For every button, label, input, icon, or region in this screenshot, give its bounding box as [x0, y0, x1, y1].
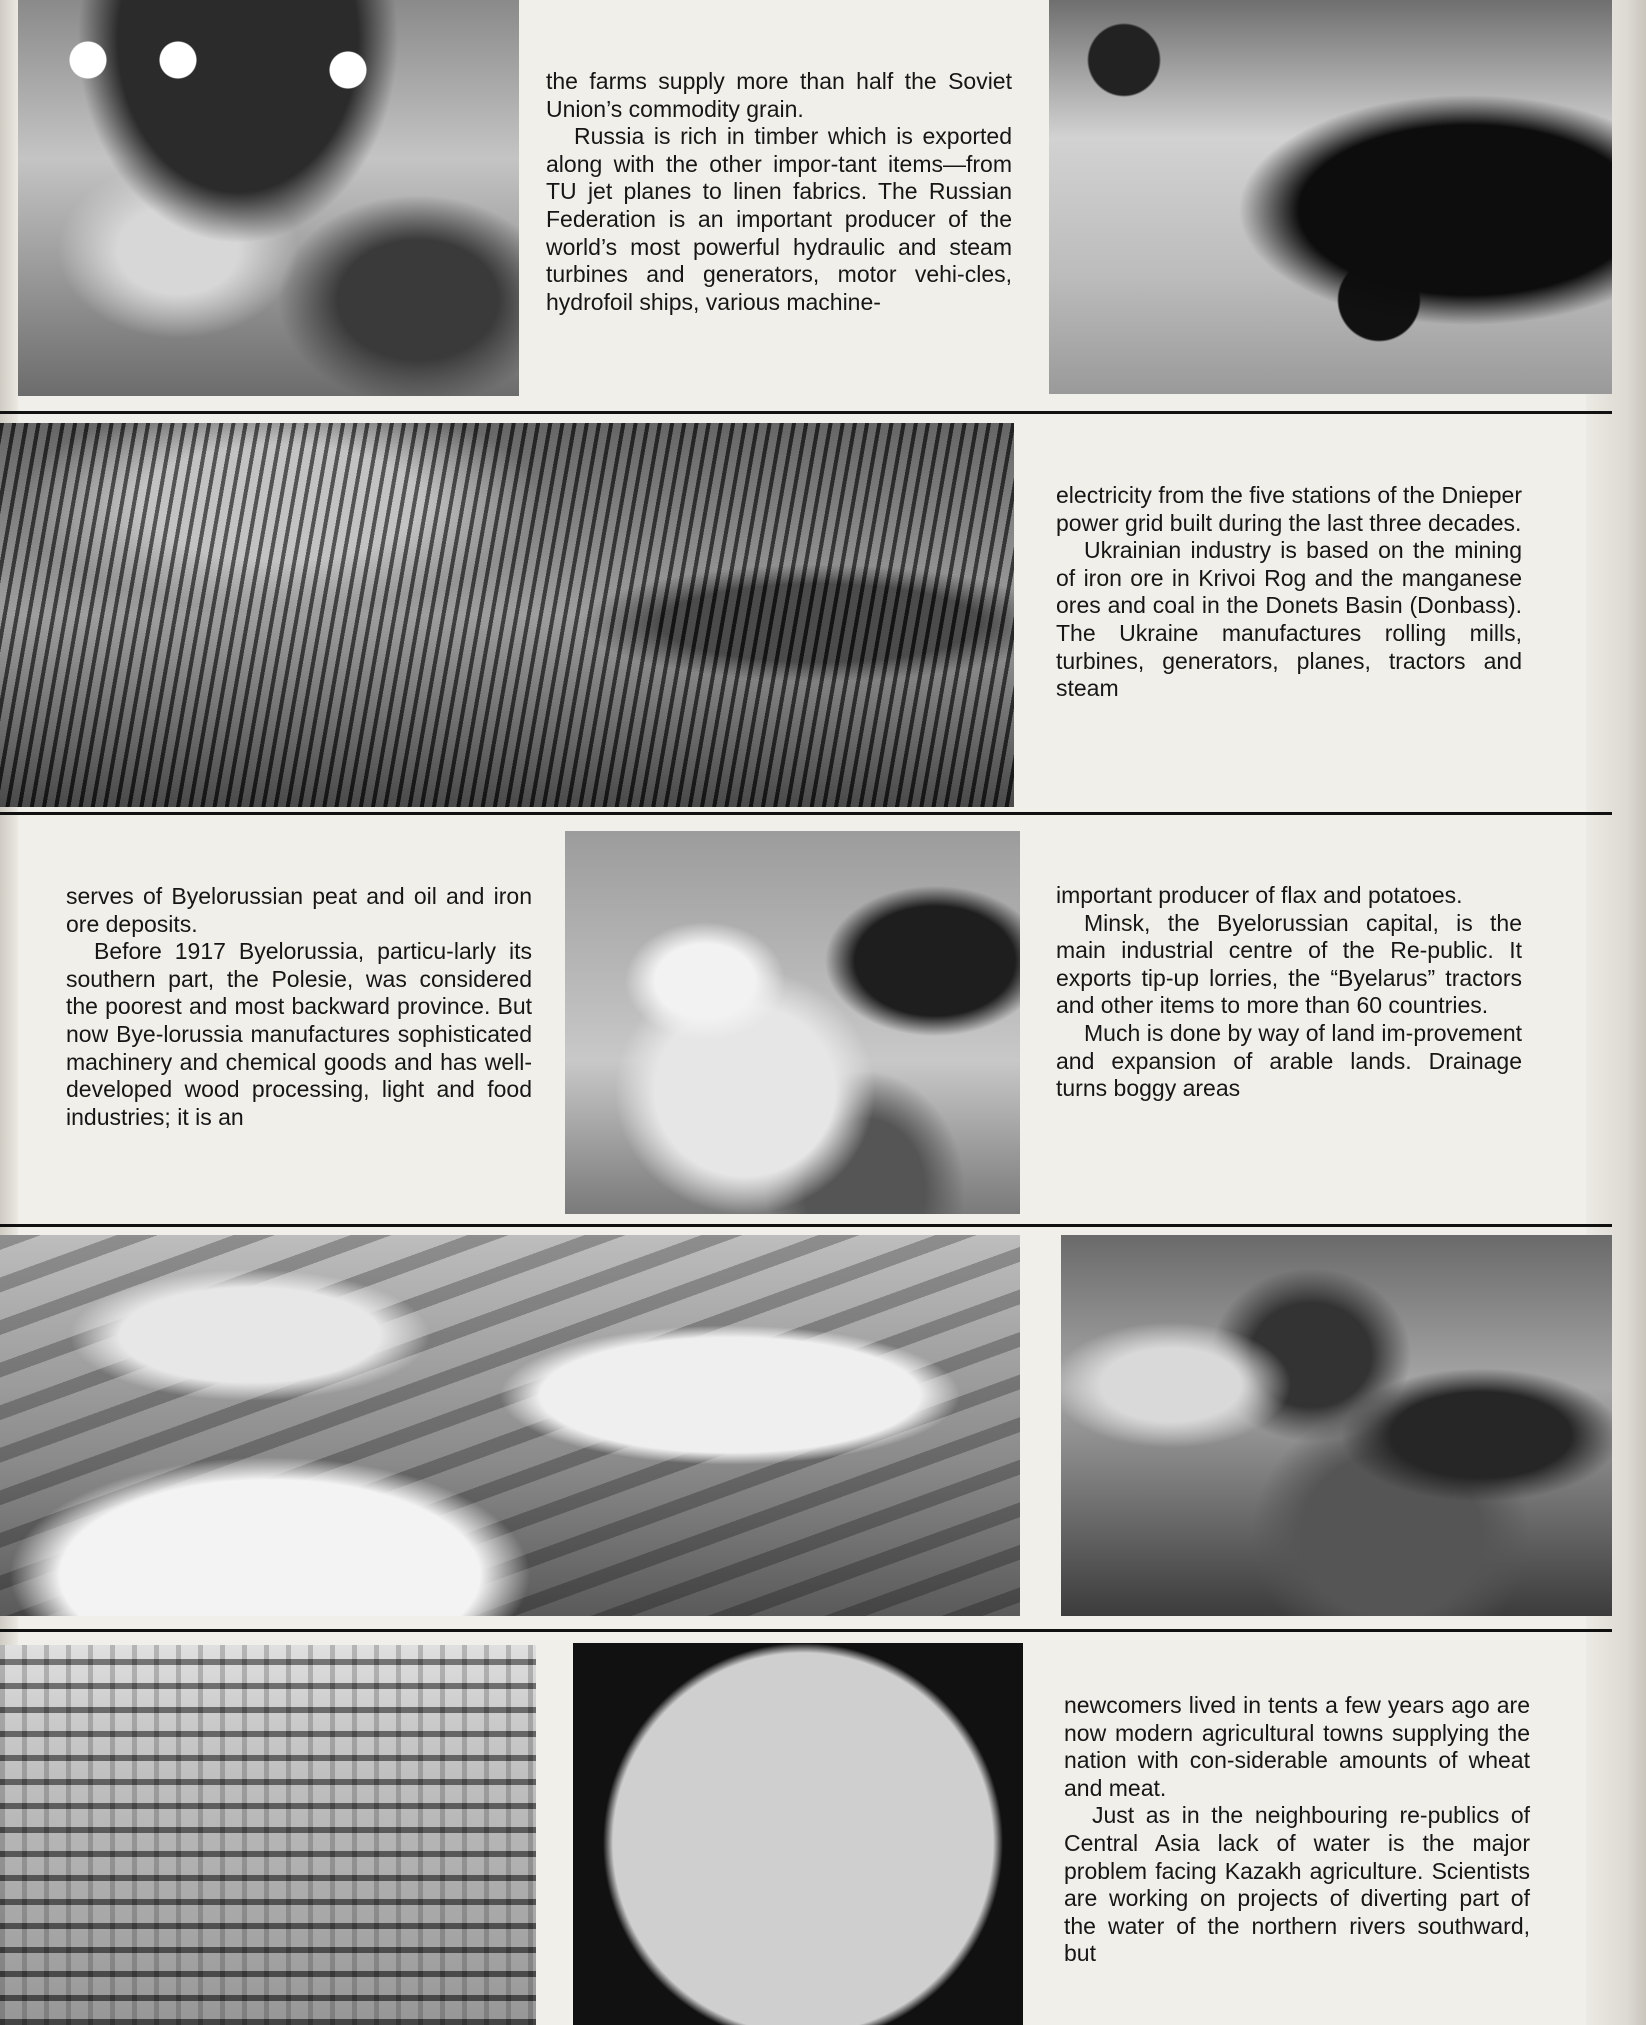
paragraph: Before 1917 Byelorussia, particu-larly its southern part, the Polesie, was considered the poorest and most backward province. But now Bye-lorussia manufactures sophisticated machinery and chemical goods and has well-developed wood processing, light and food industries; it is an [66, 938, 532, 1130]
elders-photo [1061, 1235, 1612, 1616]
turbine-photo [0, 423, 1014, 807]
paragraph: electricity from the five stations of the Dnieper power grid built during the last three decades. [1056, 482, 1522, 536]
divider-rule [0, 411, 1612, 414]
text-column-row1 [546, 68, 1012, 316]
surgery-photo [18, 0, 519, 396]
paragraph: Russia is rich in timber which is exported along with the other impor-tant items—from TU jet planes to linen fabrics. The Russian Federation is an important producer of the world’s most powerful hydraulic and steam turbines and generators, motor vehi-cles, hydrofoil ships, various machine- [546, 123, 1012, 315]
paragraph: Ukrainian industry is based on the mining of iron ore in Krivoi Rog and the manganese ores and coal in the Donets Basin (Donbass). The Ukraine manufactures rolling mills, turbines, generators, planes, tractors and steam [1056, 537, 1522, 702]
paragraph: Much is done by way of land im-provement and expansion of arable lands. Drainage turns boggy areas [1056, 1019, 1522, 1102]
text-column-row2 [1056, 482, 1522, 703]
text-column-row3-left [66, 883, 532, 1131]
paragraph: the farms supply more than half the Soviet Union’s commodity grain. [546, 68, 1012, 122]
paragraph: newcomers lived in tents a few years ago are now modern agricultural towns supplying the nation with con-siderable amounts of wheat and meat. [1064, 1692, 1530, 1801]
child-photo [565, 831, 1020, 1214]
paragraph: serves of Byelorussian peat and oil and iron ore deposits. [66, 883, 532, 937]
divider-rule [0, 1224, 1612, 1227]
paragraph: Just as in the neighbouring re-publics of Central Asia lack of water is the major problem facing Kazakh agriculture. Scientists are working on projects of diverting part of the water of the northern rivers southward, but [1064, 1802, 1530, 1967]
paragraph: Minsk, the Byelorussian capital, is the main industrial centre of the Re-public. It exports tip-up lorries, the “Byelarus” tractors and other items to more than 60 countries. [1056, 909, 1522, 1019]
text-column-row3-right [1056, 882, 1522, 1103]
city-photo [0, 1645, 536, 2025]
divider-rule [0, 1629, 1612, 1632]
car-photo [1049, 0, 1612, 394]
text-column-row5 [1064, 1692, 1530, 1968]
divider-rule [0, 812, 1612, 815]
gas-masks-photo [573, 1643, 1023, 2025]
cotton-photo [0, 1235, 1020, 1616]
paragraph: important producer of flax and potatoes. [1056, 882, 1463, 908]
